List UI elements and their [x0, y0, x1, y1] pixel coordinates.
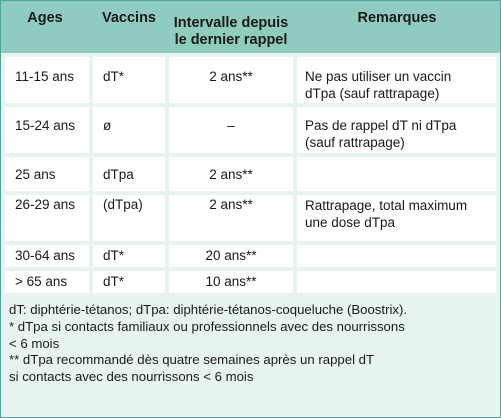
- row-intervalle: –: [227, 118, 235, 133]
- header-intervalle: Intervalle depuis le dernier rappel: [173, 14, 289, 48]
- table-cell: [297, 157, 496, 191]
- row-vaccin: dT*: [103, 248, 125, 263]
- row-vaccin: dT*: [103, 274, 125, 289]
- row-intervalle: 20 ans**: [205, 248, 257, 263]
- row-vaccin: dTpa: [103, 167, 134, 182]
- row-remarque-l1: Ne pas utiliser un vaccin: [305, 69, 452, 84]
- table-cell: [297, 245, 496, 267]
- header-ages: Ages: [27, 10, 63, 26]
- row-remarque-l1: Rattrapage, total maximum: [305, 198, 468, 213]
- row-remarque-l1: Pas de rappel dT ni dTpa: [305, 118, 457, 133]
- footnotes: [9, 302, 495, 386]
- row-age: 25 ans: [15, 167, 56, 182]
- row-vaccin: dT*: [103, 69, 125, 84]
- footnote-abbreviations: dT: diphtérie-tétanos; dTpa: diphtérie-tétanos-coqueluche (Boostrix).: [9, 302, 408, 317]
- row-age: 11-15 ans: [15, 69, 75, 84]
- header-vaccins: Vaccins: [101, 10, 156, 26]
- footnote-single-star-cont: < 6 mois: [9, 335, 60, 351]
- row-vaccin: (dTpa): [103, 197, 143, 212]
- header-remarques: Remarques: [357, 10, 437, 26]
- row-intervalle: 2 ans**: [209, 197, 253, 212]
- row-age: 26-29 ans: [15, 197, 76, 212]
- table-header: [1, 1, 500, 53]
- footnote-double-star-cont: si contacts avec des nourrissons < 6 mois: [9, 369, 254, 385]
- row-remarque-l2: une dose dTpa: [305, 215, 396, 230]
- row-age: > 65 ans: [15, 274, 68, 289]
- row-intervalle: 2 ans**: [209, 69, 253, 84]
- row-age: 15-24 ans: [15, 118, 76, 133]
- footnote-single-star: * dTpa si contacts familiaux ou professionnels avec des nourrissons: [9, 318, 405, 334]
- row-intervalle: 2 ans**: [209, 167, 253, 182]
- row-intervalle: 10 ans**: [205, 274, 257, 289]
- row-remarque-l2: dTpa (sauf rattrapage): [305, 86, 440, 101]
- row-age: 30-64 ans: [15, 248, 76, 263]
- row-remarque-l2: (sauf rattrapage): [305, 135, 405, 150]
- footnote-double-star: ** dTpa recommandé dès quatre semaines après un rappel dT: [9, 352, 375, 368]
- table-cell: [297, 271, 496, 293]
- row-vaccin: ø: [103, 118, 112, 133]
